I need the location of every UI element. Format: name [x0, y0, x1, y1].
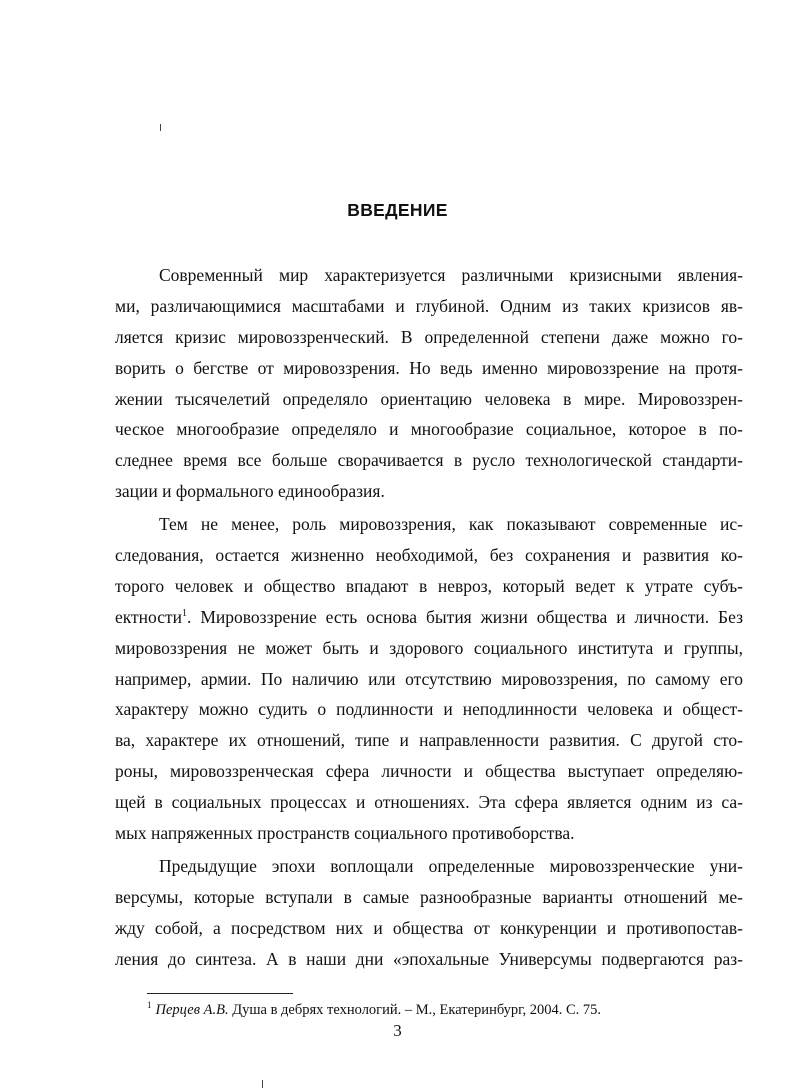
- footnote-reference: 1: [182, 607, 188, 619]
- text-line: ми, различающимися масштабами и глубиной. Одним из таких кризисов яв-: [115, 295, 743, 316]
- text-line: версумы, которые вступали в самые разнообразные варианты отношений ме-: [115, 886, 743, 907]
- scan-mark: [262, 1080, 263, 1088]
- footnote-author: Перцев А.В.: [155, 1002, 229, 1018]
- text-line: роны, мировоззренческая сфера личности и общества выступает определяю-: [115, 761, 743, 782]
- text-line: мировоззрения не может быть и здорового социального института и группы,: [115, 637, 743, 658]
- text-line: мых напряженных пространств социального противоборства.: [115, 823, 575, 844]
- text-line: ческое многообразие определяло и многообразие социальное, которое в по-: [115, 419, 743, 440]
- line-start: ектности: [115, 606, 183, 627]
- text-line: зации и формального единообразия.: [115, 481, 385, 502]
- footnote-marker: 1: [147, 1000, 152, 1011]
- text-line: Современный мир характеризуется различными кризисными явления-: [159, 265, 743, 285]
- text-line: ва, характере их отношений, типе и направленности развития. С другой сто-: [115, 730, 743, 751]
- text-line: торого человек и общество впадают в невроз, который ведет к утрате субъ-: [115, 575, 743, 596]
- text-line: ворить о бегстве от мировоззрения. Но ведь именно мировоззрение на протя-: [115, 357, 743, 378]
- line-end: . Мировоззрение есть основа бытия жизни общества и личности. Без: [187, 606, 743, 627]
- scan-mark: [160, 124, 161, 131]
- text-line-with-footnote: [115, 602, 743, 633]
- paragraph-1: [115, 260, 743, 507]
- text-line: характеру можно судить о подлинности и неподлинности человека и общест-: [115, 699, 743, 720]
- body-text: [115, 260, 743, 974]
- text-line: Тем не менее, роль мировоззрения, как показывают современные ис-: [159, 514, 743, 535]
- text-line: жду собой, а посредством них и общества от конкуренции и противопостав-: [115, 917, 743, 938]
- text-line: щей в социальных процессах и отношениях. Эта сфера является одним из са-: [115, 792, 743, 813]
- footnote: [147, 1000, 747, 1020]
- paragraph-3: [115, 851, 743, 975]
- paragraph-2: [115, 509, 743, 849]
- text-line: следования, остается жизненно необходимой, без сохранения и развития ко-: [115, 545, 743, 566]
- page-number: 3: [393, 1021, 402, 1040]
- footnote-text: Душа в дебрях технологий. – М., Екатеринбург, 2004. С. 75.: [228, 1002, 602, 1018]
- page-title: ВВЕДЕНИЕ: [347, 200, 448, 220]
- text-line: Предыдущие эпохи воплощали определенные мировоззренческие уни-: [159, 855, 743, 876]
- text-line: жении тысячелетий определяло ориентацию человека в мире. Мировоззрен-: [115, 388, 743, 409]
- text-line: например, армии. По наличию или отсутствию мировоззрения, по самому его: [115, 668, 743, 689]
- text-line: ления до синтеза. А в наши дни «эпохальные Универсумы подвергаются раз-: [115, 948, 743, 969]
- footnote-divider: [147, 993, 293, 994]
- text-line: ляется кризис мировоззренческий. В определенной степени даже можно го-: [115, 326, 743, 347]
- text-line: следнее время все больше сворачивается в русло технологической стандарти-: [115, 450, 743, 471]
